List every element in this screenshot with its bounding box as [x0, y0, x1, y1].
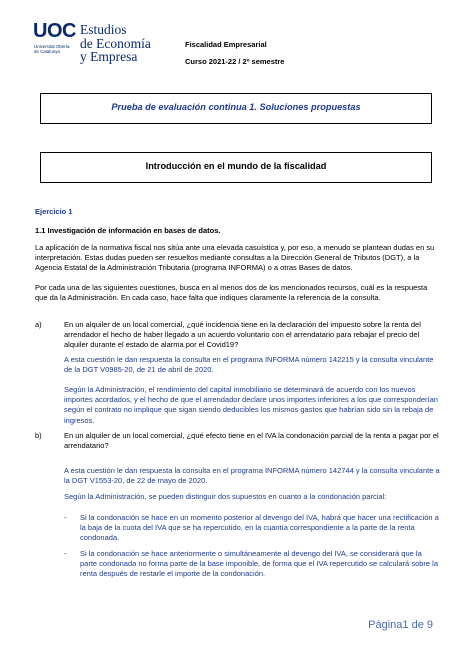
logo-title-line3: y Empresa	[80, 49, 138, 64]
question-b-text: En un alquiler de un local comercial, ¿qué efecto tiene en el IVA la condonación parcial de la renta a pagar por el arrendatario?	[64, 431, 439, 451]
page-title: Prueba de evaluación continua 1. Soluciones propuestas	[111, 102, 361, 112]
bullet-dash: -	[64, 513, 67, 522]
intro-paragraph: La aplicación de la normativa fiscal nos sitúa ante una elevada casuística y, por eso, a menudo se plantean dudas en su interpretación. Estas dudas pueden ser resueltos mediante consultas a la Dirección General de Tributos (DGT), a la Agencia Estatal de la Administración Tributaria (programa INFORMA) o a otras Bases de datos.	[35, 243, 435, 273]
logo-title	[80, 23, 190, 64]
logo-title-line1: Estudios	[80, 22, 127, 37]
question-a-answer-reference: A esta cuestión le dan respuesta la consulta en el programa INFORMA número 142215 y la consulta vinculante de la DGT V0985-20, de 21 de abril de 2020.	[64, 355, 434, 375]
course-term: Curso 2021-22 / 2º semestre	[185, 57, 285, 66]
question-a-label: a)	[35, 320, 42, 329]
course-name: Fiscalidad Empresarial	[185, 40, 267, 49]
section-title: Introducción en el mundo de la fiscalidad	[145, 161, 327, 171]
logo-subtitle: Universitat Oberta de Catalunya	[34, 44, 70, 55]
question-b-answer-explanation: Según la Administración, se pueden distinguir dos supuestos en cuanto a la condonación parcial:	[64, 492, 387, 501]
question-a-answer-explanation: Según la Administración, el rendimiento del capital inmobiliario se determinará de acuerdo con los nuevos importes acordados, y el hecho de que el arrendador declare unos importes inferiores a los que corresponderían según el contrato no implique que sigan siendo deducibles los mismos gastos que habrían sido sin la rebaja de ingresos.	[64, 385, 438, 425]
bullet-dash: -	[64, 549, 67, 558]
logo-mark: UOC	[33, 20, 76, 42]
bullet-text: Si la condonación se hace anteriormente o simultáneamente al devengo del IVA, se considerará que la parte condonada no forma parte de la base imponible, de forma que el IVA repercutido se calculará sobre la renta después de restarle el importe de la condonación.	[80, 549, 438, 579]
bullet-text: Si la condonación se hace en un momento posterior al devengo del IVA, habrá que hacer una rectificación a la baja de la cuota del IVA que se ha repercutido, en la cuantía correspondiente a la parte de la renta condonada.	[80, 513, 439, 543]
exercise-label: Ejercicio 1	[35, 207, 73, 216]
title-box	[40, 93, 432, 124]
section-box	[40, 152, 432, 183]
logo-title-line2: de Economía	[80, 35, 151, 51]
section-heading: 1.1 Investigación de información en bases de datos.	[35, 226, 221, 235]
instructions-paragraph: Por cada una de las siguientes cuestiones, busca en al menos dos de los mencionados recursos, cuál es la respuesta que da la Administración. En cada caso, hace falta que indiques claramente la referencia de la consulta.	[35, 283, 428, 303]
question-a-text: En un alquiler de un local comercial, ¿qué incidencia tiene en la declaración del impuesto sobre la renta del arrendador el hecho de haber llegado a un acuerdo voluntario con el arrendatario para rebajar el precio del alquiler durante el estado de alarma por el Covid19?	[64, 320, 421, 350]
question-b-answer-reference: A esta cuestión le dan respuesta la consulta en el programa INFORMA número 142744 y la consulta vinculante a la DGT V1553-20, de 22 de mayo de 2020.	[64, 466, 440, 486]
uoc-logo	[33, 20, 151, 75]
question-b-label: b)	[35, 431, 42, 440]
page-number: Página1 de 9	[368, 619, 433, 631]
